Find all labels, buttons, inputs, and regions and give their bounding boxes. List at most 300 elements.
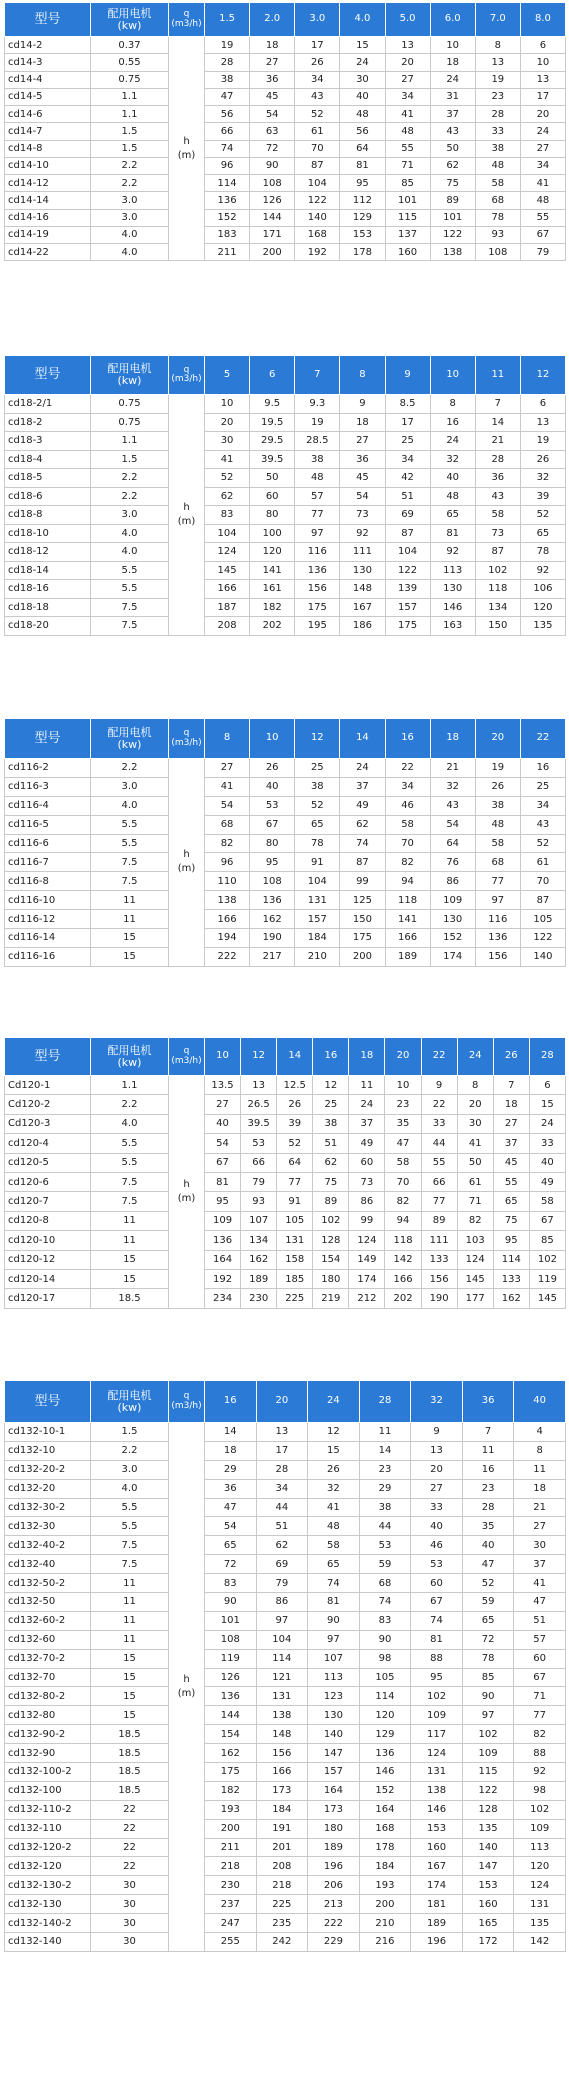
- head-value-cell: 83: [205, 1574, 257, 1593]
- head-value-cell: 85: [385, 175, 430, 192]
- model-cell: cd14-3: [5, 54, 91, 71]
- motor-power-cell: 1.5: [91, 450, 169, 469]
- motor-power-cell: 3.0: [91, 192, 169, 209]
- table-row: [5, 1876, 566, 1895]
- head-value-cell: 102: [475, 561, 520, 580]
- head-value-cell: 156: [421, 1269, 457, 1288]
- head-value-cell: 130: [430, 910, 475, 929]
- head-value-cell: 18: [250, 37, 295, 54]
- head-value-cell: 92: [340, 524, 385, 543]
- head-value-cell: 69: [256, 1555, 308, 1574]
- head-value-cell: 173: [308, 1800, 360, 1819]
- head-value-cell: 135: [514, 1914, 566, 1933]
- head-value-cell: 98: [359, 1649, 411, 1668]
- table-row: [5, 88, 566, 105]
- model-cell: cd18-10: [5, 524, 91, 543]
- head-value-cell: 113: [308, 1668, 360, 1687]
- head-value-cell: 45: [340, 469, 385, 488]
- head-value-cell: 43: [430, 123, 475, 140]
- table-row: [5, 209, 566, 226]
- table-row: [5, 432, 566, 451]
- head-value-cell: 172: [462, 1933, 514, 1952]
- head-value-cell: 104: [385, 543, 430, 562]
- motor-power-cell: 18.5: [91, 1725, 169, 1744]
- table-row: [5, 598, 566, 617]
- head-value-cell: 89: [421, 1211, 457, 1230]
- motor-power-cell: 22: [91, 1857, 169, 1876]
- head-value-cell: 114: [493, 1250, 529, 1269]
- head-value-cell: 119: [205, 1649, 257, 1668]
- head-unit-cell: [169, 1076, 205, 1309]
- head-value-cell: 136: [205, 192, 250, 209]
- head-value-cell: 196: [411, 1933, 463, 1952]
- table-row: [5, 1763, 566, 1782]
- flow-header-unit: (m3/h): [171, 737, 202, 748]
- flow-value-header: 14: [340, 719, 385, 759]
- head-value-cell: 61: [457, 1172, 493, 1191]
- motor-power-cell: 22: [91, 1838, 169, 1857]
- head-value-cell: 65: [295, 815, 340, 834]
- head-value-cell: 96: [205, 853, 250, 872]
- header-row: [5, 3, 566, 37]
- head-value-cell: 54: [205, 1517, 257, 1536]
- head-value-cell: 57: [514, 1630, 566, 1649]
- head-value-cell: 52: [462, 1574, 514, 1593]
- flow-value-header: 6: [250, 356, 295, 395]
- head-value-cell: 11: [462, 1441, 514, 1460]
- head-value-cell: 74: [205, 140, 250, 157]
- motor-power-cell: 22: [91, 1800, 169, 1819]
- table-row: [5, 853, 566, 872]
- head-value-cell: 75: [493, 1211, 529, 1230]
- model-cell: cd132-120: [5, 1857, 91, 1876]
- head-value-cell: 13: [411, 1441, 463, 1460]
- head-value-cell: 90: [462, 1687, 514, 1706]
- head-value-cell: 39.5: [241, 1114, 277, 1133]
- head-value-cell: 48: [520, 192, 565, 209]
- head-value-cell: 136: [205, 1687, 257, 1706]
- head-value-cell: 81: [340, 157, 385, 174]
- table-row: [5, 929, 566, 948]
- model-cell: cd132-80-2: [5, 1687, 91, 1706]
- flow-value-header: 40: [514, 1381, 566, 1423]
- head-value-cell: 41: [385, 106, 430, 123]
- head-value-cell: 166: [385, 1269, 421, 1288]
- head-value-cell: 65: [205, 1536, 257, 1555]
- table-row: [5, 1649, 566, 1668]
- head-value-cell: 22: [385, 759, 430, 778]
- head-value-cell: 8: [514, 1441, 566, 1460]
- head-value-cell: 51: [514, 1611, 566, 1630]
- head-value-cell: 166: [205, 580, 250, 599]
- model-cell: cd120-4: [5, 1134, 91, 1153]
- head-value-cell: 131: [277, 1231, 313, 1250]
- head-value-cell: 189: [241, 1269, 277, 1288]
- head-value-cell: 65: [430, 506, 475, 525]
- head-value-cell: 138: [430, 244, 475, 261]
- head-value-cell: 67: [520, 226, 565, 243]
- model-cell: cd132-110: [5, 1819, 91, 1838]
- head-value-cell: 92: [520, 561, 565, 580]
- head-value-cell: 142: [514, 1933, 566, 1952]
- head-value-cell: 9.3: [295, 395, 340, 414]
- head-value-cell: 229: [308, 1933, 360, 1952]
- model-cell: Cd120-3: [5, 1114, 91, 1133]
- table-row: [5, 1095, 566, 1114]
- motor-power-cell: 5.5: [91, 1134, 169, 1153]
- flow-value-header: 28: [359, 1381, 411, 1423]
- head-value-cell: 17: [385, 413, 430, 432]
- head-value-cell: 90: [308, 1611, 360, 1630]
- head-value-cell: 55: [421, 1153, 457, 1172]
- table-row: [5, 1517, 566, 1536]
- head-value-cell: 66: [205, 123, 250, 140]
- head-value-cell: 104: [205, 524, 250, 543]
- table-row: [5, 834, 566, 853]
- head-value-cell: 74: [308, 1574, 360, 1593]
- head-value-cell: 190: [421, 1289, 457, 1308]
- head-value-cell: 147: [462, 1857, 514, 1876]
- motor-power-cell: 7.5: [91, 1192, 169, 1211]
- head-value-cell: 136: [359, 1744, 411, 1763]
- flow-header-unit: (m3/h): [171, 1400, 202, 1411]
- head-value-cell: 49: [529, 1172, 565, 1191]
- table-row: [5, 106, 566, 123]
- head-value-cell: 25: [313, 1095, 349, 1114]
- head-value-cell: 18: [430, 54, 475, 71]
- table-row: [5, 1706, 566, 1725]
- motor-power-cell: 15: [91, 1706, 169, 1725]
- head-value-cell: 33: [475, 123, 520, 140]
- head-value-cell: 9.5: [250, 395, 295, 414]
- head-value-cell: 210: [295, 947, 340, 966]
- head-value-cell: 140: [295, 209, 340, 226]
- head-value-cell: 160: [411, 1838, 463, 1857]
- head-value-cell: 87: [475, 543, 520, 562]
- head-value-cell: 37: [493, 1134, 529, 1153]
- head-value-cell: 102: [462, 1725, 514, 1744]
- head-value-cell: 26: [295, 54, 340, 71]
- table-row: [5, 1857, 566, 1876]
- head-value-cell: 27: [385, 71, 430, 88]
- head-value-cell: 171: [250, 226, 295, 243]
- motor-power-cell: 11: [91, 910, 169, 929]
- table-row: [5, 891, 566, 910]
- head-value-cell: 23: [462, 1479, 514, 1498]
- head-value-cell: 101: [385, 192, 430, 209]
- head-value-cell: 24: [430, 432, 475, 451]
- flow-header: [169, 1381, 205, 1423]
- head-value-cell: 34: [520, 157, 565, 174]
- motor-power-cell: 1.1: [91, 1076, 169, 1095]
- head-value-cell: 225: [277, 1289, 313, 1308]
- head-value-cell: 112: [340, 192, 385, 209]
- table-row: [5, 1687, 566, 1706]
- head-value-cell: 178: [340, 244, 385, 261]
- head-value-cell: 107: [308, 1649, 360, 1668]
- head-value-cell: 43: [295, 88, 340, 105]
- head-value-cell: 107: [241, 1211, 277, 1230]
- motor-power-cell: 1.1: [91, 432, 169, 451]
- head-value-cell: 131: [295, 891, 340, 910]
- head-value-cell: 18: [493, 1095, 529, 1114]
- head-value-cell: 51: [313, 1134, 349, 1153]
- flow-value-header: 8.0: [520, 3, 565, 37]
- head-value-cell: 43: [475, 487, 520, 506]
- head-value-cell: 135: [520, 617, 565, 636]
- head-value-cell: 52: [277, 1134, 313, 1153]
- head-value-cell: 166: [385, 929, 430, 948]
- head-value-cell: 163: [430, 617, 475, 636]
- head-value-cell: 45: [250, 88, 295, 105]
- head-value-cell: 111: [421, 1231, 457, 1250]
- model-cell: cd14-6: [5, 106, 91, 123]
- head-value-cell: 68: [475, 853, 520, 872]
- head-value-cell: 187: [205, 598, 250, 617]
- table-row: [5, 543, 566, 562]
- model-cell: cd132-70: [5, 1668, 91, 1687]
- motor-header-label: 配用电机: [107, 6, 152, 20]
- motor-power-cell: 1.5: [91, 123, 169, 140]
- head-value-cell: 102: [529, 1250, 565, 1269]
- head-value-cell: 32: [308, 1479, 360, 1498]
- head-value-cell: 88: [514, 1744, 566, 1763]
- head-value-cell: 4: [514, 1423, 566, 1442]
- model-cell: cd120-12: [5, 1250, 91, 1269]
- head-value-cell: 247: [205, 1914, 257, 1933]
- table-row: [5, 413, 566, 432]
- table-row: [5, 1192, 566, 1211]
- head-value-cell: 114: [205, 175, 250, 192]
- head-value-cell: 18: [514, 1479, 566, 1498]
- head-value-cell: 80: [250, 506, 295, 525]
- table-row: [5, 524, 566, 543]
- head-value-cell: 109: [205, 1211, 241, 1230]
- motor-power-cell: 0.75: [91, 413, 169, 432]
- head-value-cell: 109: [462, 1744, 514, 1763]
- head-value-cell: 138: [256, 1706, 308, 1725]
- head-value-cell: 154: [205, 1725, 257, 1744]
- flow-value-header: 28: [529, 1038, 565, 1076]
- flow-header-unit: (m3/h): [171, 1055, 202, 1066]
- head-unit: (m): [177, 1192, 196, 1204]
- flow-value-header: 12: [295, 719, 340, 759]
- model-cell: cd14-10: [5, 157, 91, 174]
- head-value-cell: 26: [520, 450, 565, 469]
- model-cell: cd18-2: [5, 413, 91, 432]
- head-value-cell: 81: [308, 1593, 360, 1612]
- head-value-cell: 154: [313, 1250, 349, 1269]
- model-cell: cd18-3: [5, 432, 91, 451]
- head-value-cell: 124: [411, 1744, 463, 1763]
- head-value-cell: 117: [411, 1725, 463, 1744]
- head-value-cell: 79: [520, 244, 565, 261]
- head-value-cell: 237: [205, 1895, 257, 1914]
- head-value-cell: 222: [308, 1914, 360, 1933]
- head-value-cell: 164: [308, 1781, 360, 1800]
- motor-header-label: 配用电机: [107, 1388, 152, 1402]
- motor-power-cell: 2.2: [91, 487, 169, 506]
- head-value-cell: 38: [295, 450, 340, 469]
- head-value-cell: 20: [205, 413, 250, 432]
- flow-value-header: 32: [411, 1381, 463, 1423]
- head-value-cell: 150: [340, 910, 385, 929]
- head-value-cell: 146: [430, 598, 475, 617]
- head-value-cell: 19.5: [250, 413, 295, 432]
- flow-value-header: 8: [340, 356, 385, 395]
- head-value-cell: 86: [430, 872, 475, 891]
- table-row: [5, 1819, 566, 1838]
- head-value-cell: 8: [457, 1076, 493, 1095]
- head-value-cell: 42: [385, 469, 430, 488]
- table-row: [5, 1933, 566, 1952]
- head-value-cell: 41: [514, 1574, 566, 1593]
- flow-value-header: 20: [475, 719, 520, 759]
- model-cell: cd14-19: [5, 226, 91, 243]
- head-value-cell: 47: [205, 1498, 257, 1517]
- head-value-cell: 180: [313, 1269, 349, 1288]
- head-value-cell: 28: [475, 450, 520, 469]
- head-value-cell: 41: [520, 175, 565, 192]
- head-value-cell: 150: [475, 617, 520, 636]
- head-value-cell: 72: [250, 140, 295, 157]
- head-value-cell: 23: [475, 88, 520, 105]
- head-value-cell: 64: [340, 140, 385, 157]
- motor-power-cell: 5.5: [91, 1498, 169, 1517]
- head-value-cell: 213: [308, 1895, 360, 1914]
- head-value-cell: 201: [256, 1838, 308, 1857]
- model-cell: cd116-6: [5, 834, 91, 853]
- head-value-cell: 194: [205, 929, 250, 948]
- head-value-cell: 99: [349, 1211, 385, 1230]
- head-value-cell: 73: [340, 506, 385, 525]
- head-value-cell: 76: [430, 853, 475, 872]
- motor-header: [91, 356, 169, 395]
- model-cell: cd14-2: [5, 37, 91, 54]
- head-label: h: [183, 135, 190, 147]
- head-value-cell: 28: [462, 1498, 514, 1517]
- table-row: [5, 1479, 566, 1498]
- head-value-cell: 103: [457, 1231, 493, 1250]
- motor-power-cell: 7.5: [91, 872, 169, 891]
- head-value-cell: 62: [256, 1536, 308, 1555]
- head-value-cell: 124: [349, 1231, 385, 1250]
- head-value-cell: 95: [250, 853, 295, 872]
- head-value-cell: 38: [475, 796, 520, 815]
- head-value-cell: 134: [475, 598, 520, 617]
- table-row: [5, 1611, 566, 1630]
- head-value-cell: 58: [385, 1153, 421, 1172]
- motor-power-cell: 7.5: [91, 1555, 169, 1574]
- head-value-cell: 72: [205, 1555, 257, 1574]
- motor-header-label: 配用电机: [107, 1043, 152, 1057]
- model-cell: cd14-16: [5, 209, 91, 226]
- head-value-cell: 51: [256, 1517, 308, 1536]
- head-value-cell: 219: [313, 1289, 349, 1308]
- model-header: 型号: [5, 1038, 91, 1076]
- head-value-cell: 27: [340, 432, 385, 451]
- head-value-cell: 34: [295, 71, 340, 88]
- head-value-cell: 87: [520, 891, 565, 910]
- head-value-cell: 217: [250, 947, 295, 966]
- head-value-cell: 64: [277, 1153, 313, 1172]
- head-value-cell: 23: [359, 1460, 411, 1479]
- head-value-cell: 65: [493, 1192, 529, 1211]
- head-value-cell: 75: [430, 175, 475, 192]
- head-value-cell: 32: [430, 450, 475, 469]
- head-value-cell: 20: [457, 1095, 493, 1114]
- head-value-cell: 144: [250, 209, 295, 226]
- head-value-cell: 20: [411, 1460, 463, 1479]
- head-value-cell: 178: [359, 1838, 411, 1857]
- model-cell: cd132-100-2: [5, 1763, 91, 1782]
- head-value-cell: 36: [475, 469, 520, 488]
- head-value-cell: 33: [529, 1134, 565, 1153]
- model-cell: cd132-50-2: [5, 1574, 91, 1593]
- head-value-cell: 77: [475, 872, 520, 891]
- head-value-cell: 222: [205, 947, 250, 966]
- table-row: [5, 759, 566, 778]
- head-value-cell: 13: [241, 1076, 277, 1095]
- motor-power-cell: 2.2: [91, 759, 169, 778]
- flow-value-header: 26: [493, 1038, 529, 1076]
- head-value-cell: 160: [462, 1895, 514, 1914]
- head-value-cell: 153: [340, 226, 385, 243]
- head-value-cell: 120: [514, 1857, 566, 1876]
- head-value-cell: 31: [430, 88, 475, 105]
- head-value-cell: 58: [475, 834, 520, 853]
- model-cell: cd18-18: [5, 598, 91, 617]
- head-value-cell: 157: [308, 1763, 360, 1782]
- head-value-cell: 153: [411, 1819, 463, 1838]
- table-row: [5, 37, 566, 54]
- head-value-cell: 102: [411, 1687, 463, 1706]
- head-value-cell: 121: [256, 1668, 308, 1687]
- head-value-cell: 136: [295, 561, 340, 580]
- head-value-cell: 77: [514, 1706, 566, 1725]
- head-value-cell: 196: [308, 1857, 360, 1876]
- head-value-cell: 44: [421, 1134, 457, 1153]
- head-value-cell: 70: [385, 1172, 421, 1191]
- head-value-cell: 133: [493, 1269, 529, 1288]
- header-row: [5, 1038, 566, 1076]
- head-value-cell: 27: [205, 759, 250, 778]
- model-cell: cd132-130-2: [5, 1876, 91, 1895]
- head-value-cell: 95: [205, 1192, 241, 1211]
- head-value-cell: 74: [411, 1611, 463, 1630]
- head-value-cell: 41: [457, 1134, 493, 1153]
- motor-header-unit: (kw): [117, 1400, 142, 1414]
- head-value-cell: 35: [462, 1517, 514, 1536]
- head-unit: (m): [177, 863, 196, 875]
- motor-power-cell: 30: [91, 1895, 169, 1914]
- motor-power-cell: 22: [91, 1819, 169, 1838]
- motor-power-cell: 15: [91, 1668, 169, 1687]
- table-row: [5, 815, 566, 834]
- head-value-cell: 70: [520, 872, 565, 891]
- head-value-cell: 18: [340, 413, 385, 432]
- head-value-cell: 144: [205, 1706, 257, 1725]
- head-value-cell: 24: [340, 54, 385, 71]
- motor-power-cell: 15: [91, 947, 169, 966]
- head-value-cell: 6: [520, 395, 565, 414]
- head-value-cell: 141: [385, 910, 430, 929]
- head-value-cell: 174: [430, 947, 475, 966]
- head-value-cell: 114: [256, 1649, 308, 1668]
- head-value-cell: 39: [277, 1114, 313, 1133]
- head-value-cell: 211: [205, 244, 250, 261]
- head-value-cell: 12: [313, 1076, 349, 1095]
